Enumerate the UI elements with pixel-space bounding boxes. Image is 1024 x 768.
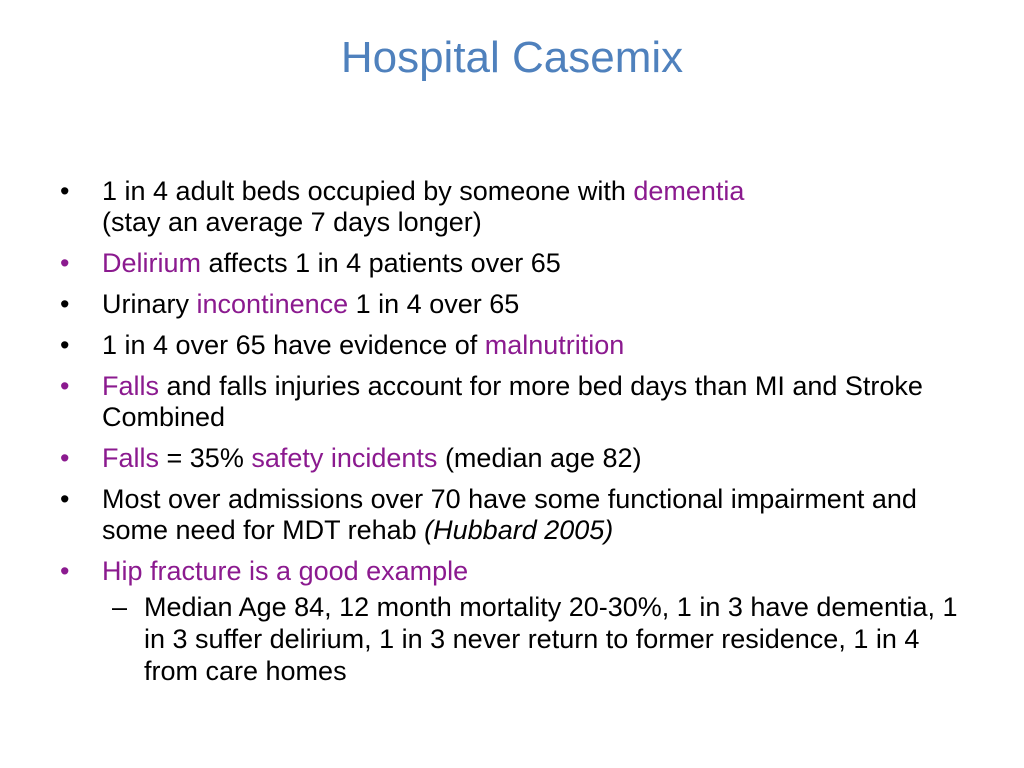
bullet-text: 1 in 4 adult beds occupied by someone with — [102, 176, 634, 206]
bullet-dot: • — [60, 484, 70, 514]
highlight-falls: Falls — [102, 443, 160, 473]
sub-bullet-text: Median Age 84, 12 month mortality 20-30%, 1 in 3 have dementia, 1 in 3 suffer delirium, 1 in 3 never return to former residence, 1 in 4 from care homes — [144, 592, 958, 686]
bullet-dot: • — [60, 556, 70, 586]
highlight-falls: Falls — [102, 371, 160, 401]
highlight-incontinence: incontinence — [196, 289, 349, 319]
citation: (Hubbard 2005) — [424, 515, 614, 545]
bullet-malnutrition — [60, 330, 960, 361]
bullet-dot: • — [60, 330, 70, 360]
bullet-functional-impairment — [60, 484, 960, 546]
bullet-dot: • — [60, 176, 70, 206]
bullet-text: Hip fracture is a good example — [102, 556, 469, 586]
bullet-incontinence — [60, 289, 960, 320]
bullet-text-after: (median age 82) — [437, 443, 642, 473]
slide-title: Hospital Casemix — [340, 33, 684, 82]
bullet-dementia — [60, 176, 960, 238]
bullet-text: and falls injuries account for more bed days than MI and Stroke Combined — [102, 371, 923, 432]
highlight-safety-incidents: safety incidents — [251, 443, 438, 473]
sub-bullet-hip-fracture-stats — [102, 591, 960, 687]
highlight-delirium: Delirium — [102, 248, 202, 278]
bullet-hip-fracture — [60, 556, 960, 687]
bullet-falls-safety — [60, 443, 960, 474]
bullet-dot: • — [60, 289, 70, 319]
bullet-text: Urinary — [102, 289, 197, 319]
bullet-delirium — [60, 248, 960, 279]
sub-bullet-list — [102, 591, 960, 687]
bullet-dot: • — [60, 443, 70, 473]
highlight-malnutrition: malnutrition — [484, 330, 625, 360]
bullet-list — [60, 176, 960, 697]
bullet-text-middle: = 35% — [159, 443, 252, 473]
bullet-falls-bed-days — [60, 371, 960, 433]
bullet-text: Most over admissions over 70 have some functional impairment and some need for MDT rehab — [102, 484, 917, 545]
bullet-text-after: 1 in 4 over 65 — [348, 289, 520, 319]
highlight-dementia: dementia — [633, 176, 745, 206]
sub-bullet-dash: – — [112, 592, 128, 622]
bullet-dot: • — [60, 371, 70, 401]
bullet-text-continued: (stay an average 7 days longer) — [102, 207, 482, 237]
bullet-text: 1 in 4 over 65 have evidence of — [102, 330, 485, 360]
bullet-text: affects 1 in 4 patients over 65 — [201, 248, 561, 278]
bullet-dot: • — [60, 248, 70, 278]
